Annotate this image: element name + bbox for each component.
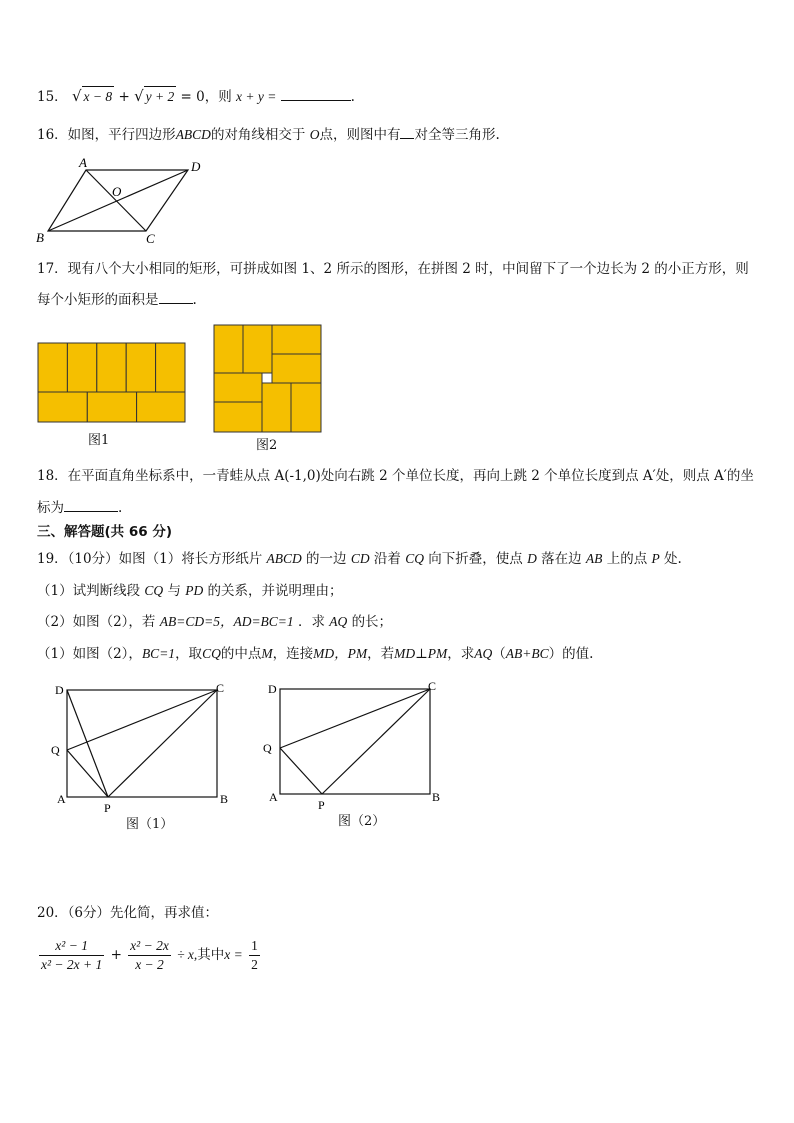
q19-sub1-b: 与 [167,583,181,599]
q19-sub3-sum: AB+BC [505,646,549,661]
q19-stem-a: 19．（10分）如图（1）将长方形纸片 [37,551,263,567]
q16-answer-blank [400,124,414,139]
fig1-label-C: C [216,681,225,695]
q19-sub1-c: 的关系，并说明理由； [207,583,343,599]
q17-figure-1-caption: 图1 [88,433,110,448]
q20-plus: + [110,947,122,963]
q16-parallelogram-figure [36,155,236,245]
q15-answer-blank [281,86,351,101]
q19-sub3-m: M [261,646,273,661]
question-19-sub-1 [37,581,343,601]
q19-sub3-b: ，取 [175,646,203,662]
q18-answer-blank [64,497,118,512]
label-B: B [36,230,44,245]
q15-radicand-2: y + 2 [144,86,177,107]
fig1-label-Q: Q [51,743,60,757]
q17-figure-1 [37,342,187,424]
fig2-label-C: C [428,679,437,693]
sqrt-symbol: √ [134,87,144,105]
fig1-label-B: B [220,792,229,806]
q20-frac1-denominator: x² − 2x + 1 [41,957,103,972]
q19-sub3-perp: MD⊥PM [394,646,448,661]
q19-sub3-h: ）的值. [548,646,594,662]
question-18-line-2 [37,497,122,518]
q19-sub3-e: ，若 [367,646,395,662]
q19-figure-2 [262,680,462,810]
q19-stem-e: 落在边 [541,551,582,567]
q19-p: P [651,551,660,566]
question-15 [37,86,355,107]
q19-abcd: ABCD [266,551,302,566]
q19-sub3-c: 的中点 [220,646,262,662]
q20-fraction-1 [39,938,104,973]
fig2-label-A: A [269,790,278,804]
q18-period: . [118,500,123,516]
question-17-line-2 [37,289,197,310]
label-O: O [112,184,122,199]
question-20-stem: 20．（6分）先化简，再求值： [37,905,219,921]
q16-text-a: 16．如图，平行四边形 [37,127,176,143]
q17-text-line-2: 每个小矩形的面积是 [37,292,159,308]
q18-text-line-2: 标为 [37,500,64,516]
q19-sub1-a: （1）试判断线段 [37,583,141,599]
question-20-expression [37,938,262,973]
q19-sub3-a: （1）如图（2）， [37,646,142,662]
fig2-label-D: D [268,682,277,696]
fig2-label-P: P [318,798,325,812]
q20-value-numerator: 1 [249,938,260,956]
q16-abcd: ABCD [175,127,211,142]
fig1-label-D: D [55,683,64,697]
q16-text-b: 的对角线相交于 [210,127,306,143]
section-3-title: 三、解答题(共 66 分) [37,524,173,540]
question-18-line-1 [37,466,754,486]
q16-text-c: 点，则图中有 [319,127,401,143]
q15-radicand-1: x − 8 [82,86,115,107]
q20-frac2-denominator: x − 2 [135,957,164,972]
q19-figure-1 [50,681,250,815]
q15-number: 15． [37,89,68,105]
q20-frac1-numerator: x² − 1 [39,938,104,956]
q19-figure-2-caption: 图（2） [338,814,386,829]
q17-figure-2-caption: 图2 [256,438,278,453]
q20-fraction-2 [128,938,171,973]
q15-plus: + [118,89,130,105]
q19-cq: CQ [405,551,424,566]
q19-sub3-f: ，求 [447,646,475,662]
q20-divide: ÷ x, [177,947,198,962]
question-17-line-1 [37,259,749,279]
label-C: C [146,231,155,246]
q18-text-line-1: 18．在平面直角坐标系中，一青蛙从点 A(-1,0)处向右跳 2 个单位长度，再向上跳 2 个单位长度到点 A′处，则点 A′的坐 [37,468,754,484]
q19-sub1-pd: PD [185,583,204,598]
q19-sub2-c: 的长； [351,614,393,630]
sqrt-symbol: √ [71,87,82,105]
q19-sub3-d: ，连接 [272,646,314,662]
q19-sub1-cq: CQ [144,583,164,598]
q19-sub3-g: （ [492,646,506,662]
q19-sub2-cond: AB=CD=5，AD=BC=1 [159,614,294,629]
q19-sub2-aq: AQ [329,614,348,629]
q19-sub3-bc: BC=1 [141,646,176,661]
q19-sub3-aq: AQ [474,646,493,661]
label-A: A [79,155,87,170]
fig1-label-A: A [57,792,66,806]
q17-period: . [192,292,197,308]
q16-text-d: 对全等三角形. [414,127,500,143]
q20-where: 其中 [197,947,225,963]
q19-cd: CD [350,551,370,566]
q15-equation-tail: = 0，则 [180,89,232,105]
question-19-sub-2 [37,612,392,632]
q19-sub3-cq: CQ [202,646,221,661]
q17-figure-2 [213,324,323,434]
q16-o: O [309,127,320,142]
q19-stem-f: 上的点 [606,551,648,567]
q20-frac2-numerator: x² − 2x [128,938,171,956]
label-D: D [191,159,201,174]
q19-stem-c: 沿着 [373,551,401,567]
question-19-sub-3 [37,644,593,664]
q17-text-line-1: 17．现有八个大小相同的矩形，可拼成如图 1、2 所示的图形，在拼图 2 时，中间留下了一个边长为 2 的小正方形，则 [37,261,749,277]
fig2-label-Q: Q [263,741,272,755]
q19-ab: AB [585,551,603,566]
fig1-label-P: P [104,801,111,815]
q19-d: D [527,551,537,566]
q17-answer-blank [159,289,193,304]
q15-period: . [350,89,355,105]
q20-x-equals: x = [224,947,243,962]
q19-sub2-b: ．求 [297,614,325,630]
q20-value-fraction [249,938,260,973]
q20-value-denominator: 2 [251,957,258,972]
q15-expression: x + y = [236,89,277,104]
fig2-label-B: B [432,790,441,804]
q19-sub2-a: （2）如图（2），若 [37,614,156,630]
q19-figure-1-caption: 图（1） [126,817,174,832]
q19-stem-b: 的一边 [306,551,347,567]
q19-stem-g: 处. [664,551,682,567]
q19-stem-d: 向下折叠，使点 [428,551,523,567]
question-19-stem [37,549,682,569]
q19-sub3-md: MD，PM [313,646,368,661]
question-16 [37,124,500,145]
